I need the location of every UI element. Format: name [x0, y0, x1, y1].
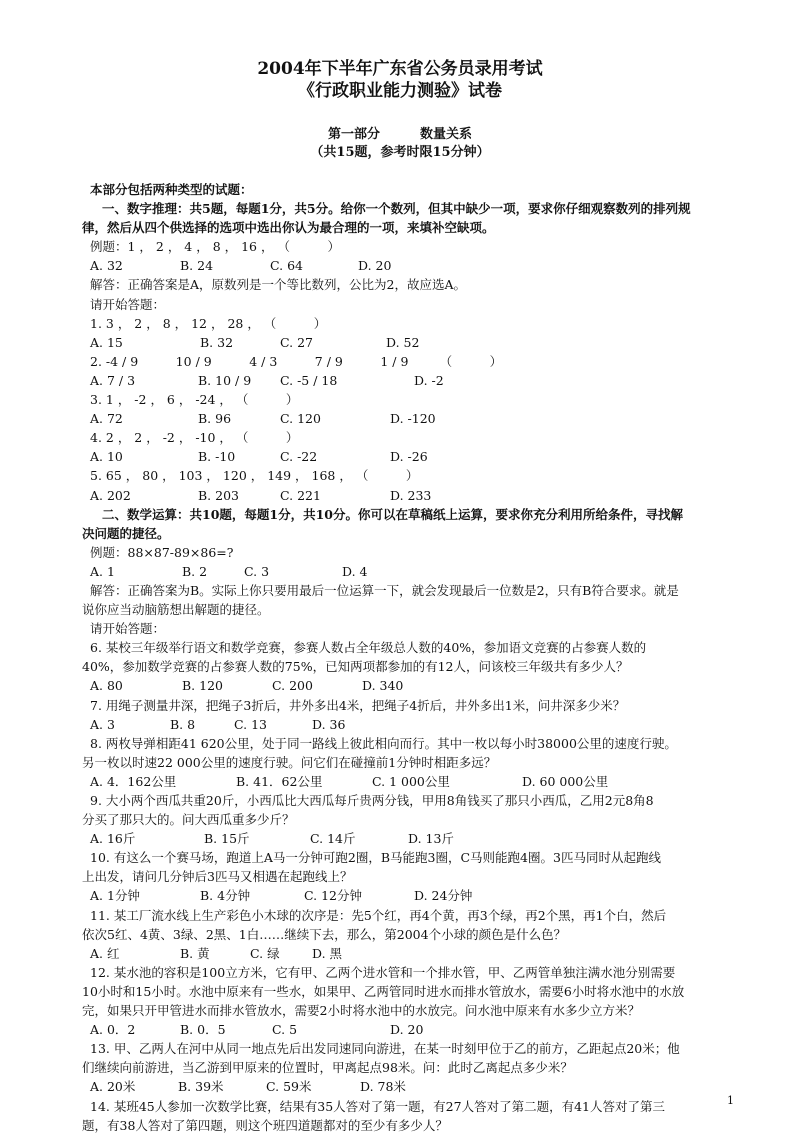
option: A. 7 / 3: [90, 372, 136, 388]
option: A. 72: [90, 411, 123, 427]
option: B. 4分钟: [200, 888, 251, 904]
option: C. 3: [244, 563, 270, 579]
option: D. 13斤: [408, 831, 454, 847]
question-text: 6. 某校三年级举行语文和数学竞赛，参赛人数占全年级总人数的40%，参加语文竞赛的占参赛人数的: [90, 640, 647, 656]
option: C. 221: [280, 487, 321, 503]
question-options: [90, 944, 736, 963]
question-text: 11. 某工厂流水线上生产彩色小木球的次序是：先5个红，再4个黄，再3个绿，再2个黑，再1个白，然后: [90, 907, 667, 923]
question-options: [90, 772, 736, 791]
option: C. 1 000公里: [372, 773, 450, 789]
option: C. -22: [280, 449, 318, 465]
question-text: 分买了那只大的。问大西瓜重多少斤？: [82, 812, 295, 828]
question-text: 3. 1 ， -2 ， 6 ， -24 ， （ ）: [90, 392, 299, 408]
option: C. 12分钟: [304, 888, 362, 904]
question-options: [90, 676, 736, 695]
option: D. 20: [390, 1022, 424, 1038]
option: A. 15: [90, 334, 123, 350]
section-name: 数量关系: [420, 127, 473, 142]
option: D. 340: [362, 678, 404, 694]
option: B. 41．62公里: [236, 773, 323, 789]
question-options: [90, 333, 736, 352]
option: A. 80: [90, 678, 123, 694]
question-options: [90, 409, 736, 428]
option: B. 10 / 9: [198, 372, 252, 388]
title-line-2: 《行政职业能力测验》试卷: [298, 81, 502, 101]
option: A. 16斤: [90, 831, 136, 847]
question-options: [90, 715, 736, 734]
option: B. 黄: [180, 945, 210, 961]
question-options: [90, 886, 736, 905]
option: B. 39米: [178, 1079, 224, 1095]
option: A. 0．2: [90, 1022, 136, 1038]
option: B. 15斤: [204, 831, 250, 847]
option: D. -26: [390, 449, 428, 465]
question-text: 1. 3 ， 2 ， 8 ， 12 ， 28 ， （ ）: [90, 315, 327, 331]
section-note: （共15题，参考时限15分钟）: [310, 145, 490, 160]
option: A. 1分钟: [90, 888, 140, 904]
question-options: [90, 447, 736, 466]
option: C. -5 / 18: [280, 372, 338, 388]
question-text: 7. 用绳子测量井深，把绳子3折后，井外多出4米，把绳子4折后，井外多出1米，问井深多少米？: [90, 697, 626, 713]
option: D. 36: [312, 716, 346, 732]
option: D. 24分钟: [414, 888, 473, 904]
option: B. 120: [182, 678, 223, 694]
question-text: 5. 65 ， 80 ， 103 ， 120 ， 149 ， 168 ， （ ）: [90, 468, 419, 484]
part1-example-options: [90, 256, 736, 275]
option: D. 20: [358, 258, 392, 274]
question-text: 2. -4 / 9 10 / 9 4 / 3 7 / 9 1 / 9 （ ）: [90, 353, 503, 369]
question-text: 另一枚以时速22 000公里的速度行驶。问它们在碰撞前1分钟时相距多远？: [82, 754, 497, 770]
section-header: [0, 126, 800, 162]
title-line-1: 2004年下半年广东省公务员录用考试: [257, 59, 543, 79]
part2-example-options: [90, 562, 736, 581]
question-text: 40%，参加数学竞赛的占参赛人数的75%，已知两项都参加的有12人，问该校三年级共有多少人？: [82, 659, 629, 675]
option: C. 绿: [250, 945, 280, 961]
part1-heading-b: 律，然后从四个供选择的选项中选出你认为最合理的一项，来填补空缺项。: [82, 220, 495, 236]
question-options: [90, 829, 736, 848]
part2-answer-a: 解答：正确答案为B。实际上你只要用最后一位运算一下，就会发现最后一位数是2，只有B符合要求。就是: [90, 582, 679, 598]
option: C. 14斤: [310, 831, 356, 847]
option: A. 20米: [90, 1079, 136, 1095]
part1-heading-a: 一、数字推理：共5题，每题1分，共5分。给你一个数列，但其中缺少一项，要求你仔细观察数列的排列规: [102, 201, 691, 217]
part2-heading-b: 决问题的捷径。: [82, 525, 170, 541]
option: B. 0．5: [180, 1022, 226, 1038]
question-options: [90, 371, 736, 390]
section-part: 第一部分: [327, 127, 380, 142]
question-text: 8. 两枚导弹相距41 620公里，处于同一路线上彼此相向而行。其中一枚以每小时38000公里的速度行驶。: [90, 735, 677, 751]
question-text: 10. 有这么一个赛马场，跑道上A马一分钟可跑2圈，B马能跑3圈，C马则能跑4圈。3匹马同时从起跑线: [90, 850, 661, 866]
page-number: 1: [727, 1094, 734, 1107]
option: D. -2: [414, 372, 444, 388]
option: A. 202: [90, 487, 131, 503]
part1-example-question: 例题：1 ， 2 ， 4 ， 8 ， 16 ， （ ）: [90, 239, 340, 255]
question-text: 10小时和15小时。水池中原来有一些水，如果甲、乙两管同时进水而排水管放水，需要6小时将水池中的水放: [82, 983, 685, 999]
part2-heading-a: 二、数学运算：共10题，每题1分，共10分。你可以在草稿纸上运算，要求你充分利用所给条件，寻找解: [102, 506, 683, 522]
question-text: 完，如果只开甲管进水而排水管放水，需要2小时将水池中的水放完。问水池中原来有水多少立方米？: [82, 1003, 640, 1019]
option: B. 203: [198, 487, 239, 503]
option: B. 96: [198, 411, 232, 427]
question-options: [90, 1020, 736, 1039]
option: C. 13: [234, 716, 267, 732]
option: D. 233: [390, 487, 432, 503]
option: A. 10: [90, 449, 123, 465]
option: B. 2: [182, 563, 208, 579]
option: D. 52: [386, 334, 420, 350]
option: D. 60 000公里: [522, 773, 609, 789]
question-text: 上出发，请问几分钟后3匹马又相遇在起跑线上？: [82, 869, 353, 885]
option: B. 8: [170, 716, 196, 732]
question-text: 13. 甲、乙两人在河中从同一地点先后出发同速同向游进，在某一时刻甲位于乙的前方，乙距起点20米；他: [90, 1041, 680, 1057]
part1-start: 请开始答题：: [90, 296, 166, 312]
part2-answer-b: 说你应当动脑筋想出解题的捷径。: [82, 602, 270, 618]
option: A. 4．162公里: [90, 773, 177, 789]
option: D. -120: [390, 411, 436, 427]
part2-example-question: 例题：88×87-89×86=?: [90, 544, 234, 560]
question-text: 们继续向前游进，当乙游到甲原来的位置时，甲离起点98米。问：此时乙离起点多少米？: [82, 1060, 573, 1076]
question-text: 题，有38人答对了第四题，则这个班四道题都对的至少有多少人？: [82, 1117, 448, 1133]
option: A. 红: [90, 945, 120, 961]
part1-questions: [90, 314, 736, 505]
option: D. 黑: [312, 945, 343, 961]
option: C. 27: [280, 334, 313, 350]
question-text: 依次5红、4黄、3绿、2黑、1白……继续下去，那么，第2004个小球的颜色是什么色？: [82, 926, 567, 942]
option: B. -10: [198, 449, 236, 465]
option: A. 32: [90, 258, 123, 274]
option: C. 59米: [266, 1079, 312, 1095]
option: C. 120: [280, 411, 321, 427]
option: D. 78米: [360, 1079, 406, 1095]
option: C. 200: [272, 678, 313, 694]
option: A. 3: [90, 716, 115, 732]
option: D. 4: [342, 563, 368, 579]
option: C. 5: [272, 1022, 298, 1038]
part1-answer: 解答：正确答案是A，原数列是一个等比数列，公比为2，故应选A。: [90, 277, 467, 293]
title-block: [0, 58, 800, 102]
question-text: 12. 某水池的容积是100立方米，它有甲、乙两个进水管和一个排水管，甲、乙两管单独注满水池分别需要: [90, 964, 676, 980]
question-options: [90, 486, 736, 505]
option: B. 24: [180, 258, 214, 274]
option: A. 1: [90, 563, 115, 579]
question-options: [90, 1077, 736, 1096]
part2-start: 请开始答题：: [90, 621, 166, 637]
question-text: 9. 大小两个西瓜共重20斤，小西瓜比大西瓜每斤贵两分钱，甲用8角钱买了那只小西瓜，乙用2元8角8: [90, 793, 654, 808]
intro-text: 本部分包括两种类型的试题：: [90, 182, 253, 197]
question-text: 4. 2 ， 2 ， -2 ， -10 ， （ ）: [90, 430, 299, 446]
question-text: 14. 某班45人参加一次数学比赛，结果有35人答对了第一题，有27人答对了第二题，有41人答对了第三: [90, 1098, 665, 1114]
option: B. 32: [200, 334, 234, 350]
exam-content: [82, 180, 736, 1135]
part2-questions: [82, 638, 736, 1134]
option: C. 64: [270, 258, 303, 274]
